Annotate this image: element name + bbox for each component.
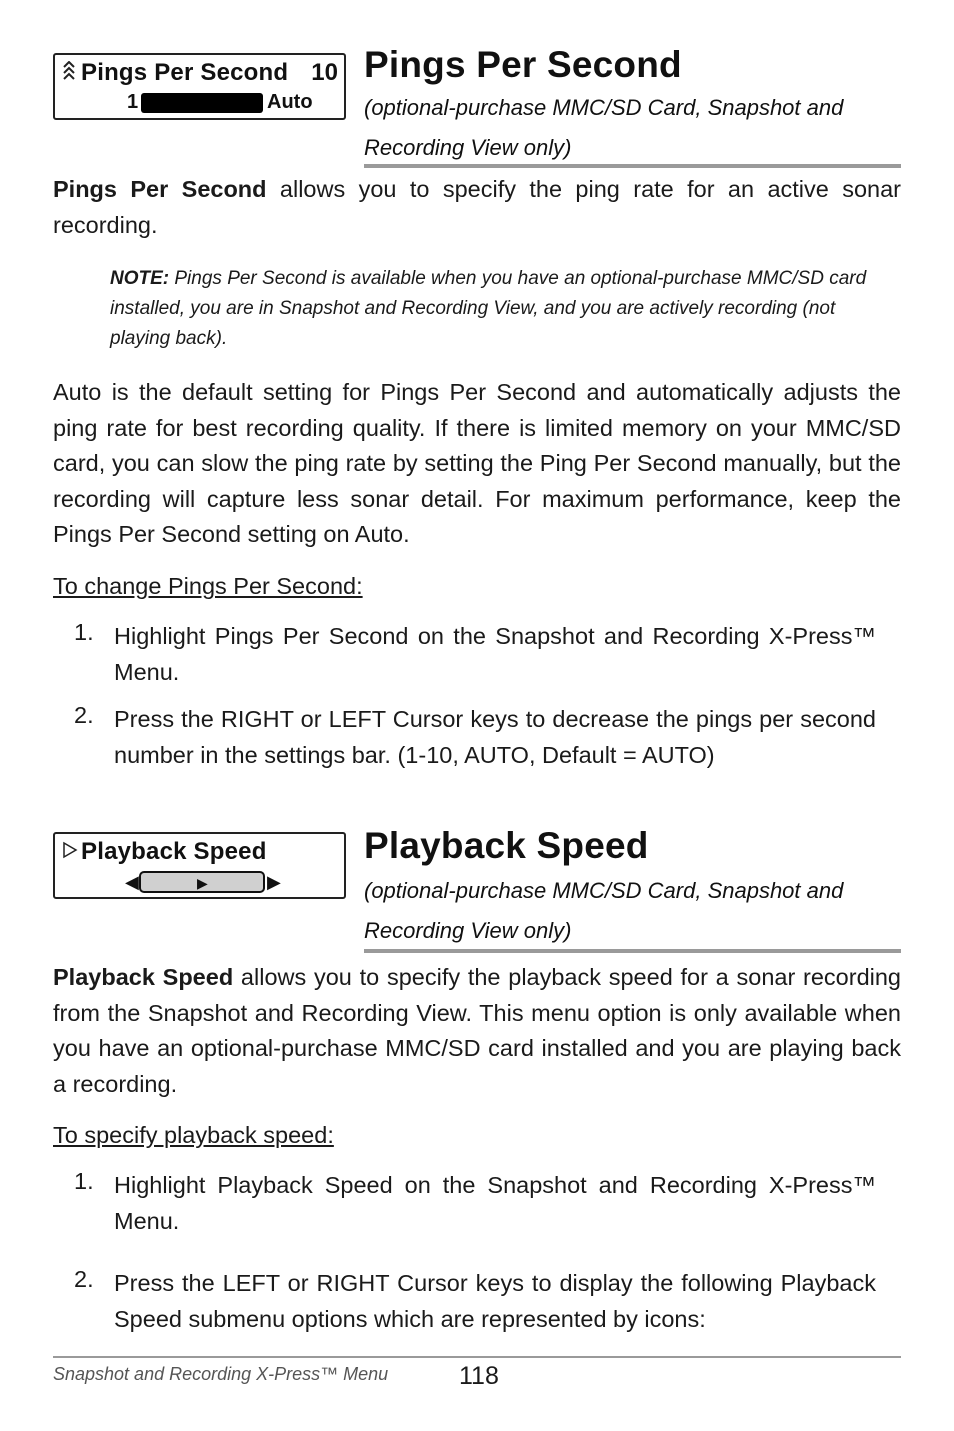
section-subheading-playback: (optional-purchase MMC/SD Card, Snapshot and Recording View only)	[364, 878, 844, 943]
section-subheading-pings: (optional-purchase MMC/SD Card, Snapshot and Recording View only)	[364, 95, 844, 160]
right-arrow-icon: ▶	[267, 872, 281, 892]
pings-body-paragraph: Auto is the default setting for Pings Per Second and automatically adjusts the ping rate for best recording quality. If there is limited memory on your MMC/SD card, you can slow the ping rate by setting the Ping Per Second manually, but the recording will capture less sonar detail. For maximum performance, keep the Pings Per Second setting on Auto.	[53, 379, 901, 547]
intro-text: allows you to specify the ping rate for an active sonar recording.	[53, 176, 902, 238]
step-number: 2.	[74, 1266, 94, 1292]
note-text: Pings Per Second is available when you have an optional-purchase MMC/SD card installed, you are in Snapshot and Recording View, and you are actively recording (not playing back).	[110, 268, 867, 349]
footer-title: Snapshot and Recording X-Press™ Menu	[53, 1364, 389, 1384]
menu-graphic-value: 10	[311, 59, 338, 86]
settings-slider-bar	[141, 93, 263, 113]
step-text: Press the LEFT or RIGHT Cursor keys to display the following Playback Speed submenu options which are represented by icons:	[114, 1270, 876, 1332]
section-heading-playback: Playback Speed	[364, 825, 649, 866]
step-number: 2.	[74, 702, 94, 728]
intro-bold-term: Playback Speed	[53, 964, 234, 990]
step-number: 1.	[74, 1168, 94, 1194]
pointer-triangle-icon	[62, 840, 78, 862]
menu-graphic-title: Playback Speed	[81, 838, 267, 865]
playback-procedure-title: To specify playback speed:	[53, 1122, 334, 1148]
heading-rule	[364, 949, 901, 953]
section-heading-pings: Pings Per Second	[364, 44, 682, 85]
pings-intro-paragraph	[53, 172, 901, 243]
pings-procedure-title: To change Pings Per Second:	[53, 573, 363, 599]
menu-graphic-title: Pings Per Second	[81, 59, 289, 86]
playback-speed-menu-graphic	[53, 832, 346, 899]
heading-rule	[364, 164, 901, 168]
play-icon: ▶	[197, 875, 208, 891]
playback-intro-paragraph	[53, 960, 901, 1102]
double-chevron-icon	[62, 61, 76, 85]
footer-rule	[53, 1356, 901, 1358]
pings-per-second-menu-graphic	[53, 53, 346, 120]
slider-min-label: 1	[127, 91, 139, 113]
step-text: Highlight Playback Speed on the Snapshot and Recording X-Press™ Menu.	[114, 1172, 876, 1234]
slider-max-label: Auto	[267, 91, 313, 113]
note-label: NOTE:	[110, 268, 170, 289]
step-text: Highlight Pings Per Second on the Snapshot and Recording X-Press™ Menu.	[114, 623, 876, 685]
step-text: Press the RIGHT or LEFT Cursor keys to decrease the pings per second number in the settings bar. (1-10, AUTO, Default = AUTO)	[114, 706, 876, 768]
intro-text: allows you to specify the playback speed for a sonar recording from the Snapshot and Recording View. This menu option is only available when you have an optional-purchase MMC/SD card installed and you are playing back a recording.	[53, 964, 901, 1097]
pings-note	[110, 264, 870, 354]
left-arrow-icon: ◀	[125, 872, 139, 892]
intro-bold-term: Pings Per Second	[53, 176, 267, 202]
step-number: 1.	[74, 619, 94, 645]
page-number: 118	[459, 1362, 499, 1390]
